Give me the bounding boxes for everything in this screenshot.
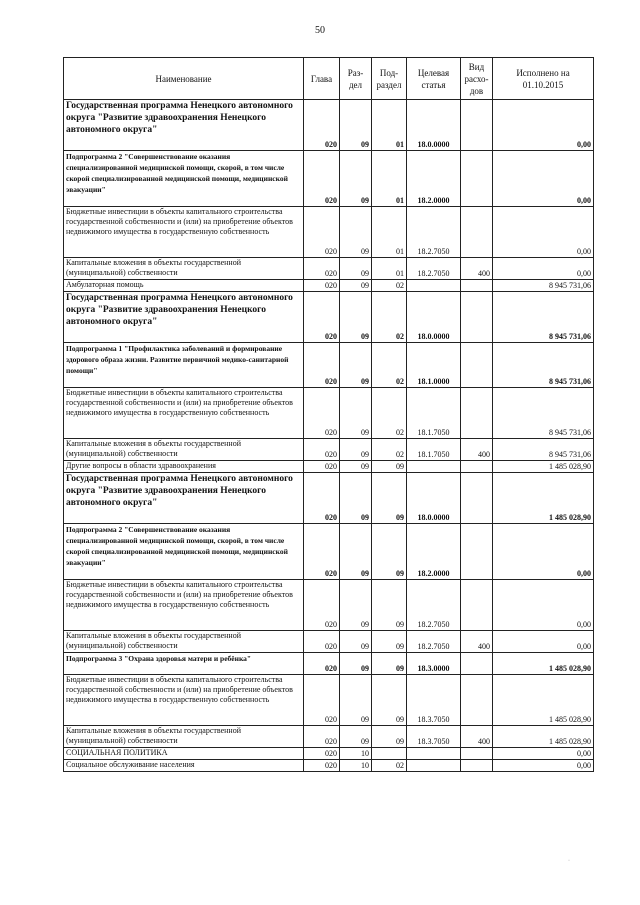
table-row [64, 292, 594, 343]
row-target: 18.2.7050 [407, 258, 461, 280]
row-target: 18.0.0000 [407, 292, 461, 343]
row-vid [461, 151, 493, 207]
row-target: 18.2.7050 [407, 207, 461, 258]
row-glava: 020 [304, 388, 340, 439]
row-name: СОЦИАЛЬНАЯ ПОЛИТИКА [64, 748, 304, 760]
row-done: 1 485 028,90 [493, 473, 594, 524]
row-done: 8 945 731,06 [493, 292, 594, 343]
row-glava: 020 [304, 580, 340, 631]
row-name: Подпрограмма 2 "Совершенствование оказания специализированной медицинской помощи, скорой, в том числе скорой специализированной медицинской помощи, медицинской эвакуации" [64, 524, 304, 580]
table-body [64, 100, 594, 772]
table-row [64, 580, 594, 631]
row-vid: 400 [461, 439, 493, 461]
table-row [64, 524, 594, 580]
row-razdel: 09 [340, 292, 372, 343]
row-name: Бюджетные инвестиции в объекты капитального строительства государственной собственности и (или) на приобретение объектов недвижимого имущества в государственную собственность [64, 580, 304, 631]
row-done: 1 485 028,90 [493, 461, 594, 473]
row-razdel: 10 [340, 760, 372, 772]
row-podrazdel: 09 [372, 473, 407, 524]
row-glava: 020 [304, 292, 340, 343]
header-glava: Глава [304, 58, 340, 100]
row-target: 18.1.7050 [407, 439, 461, 461]
table-row [64, 726, 594, 748]
row-name: Подпрограмма 3 "Охрана здоровья матери и ребёнка" [64, 653, 304, 675]
table-row [64, 280, 594, 292]
row-name: Капитальные вложения в объекты государственной (муниципальной) собственности [64, 439, 304, 461]
row-podrazdel: 09 [372, 461, 407, 473]
row-razdel: 09 [340, 473, 372, 524]
row-vid [461, 760, 493, 772]
row-done: 0,00 [493, 151, 594, 207]
row-done: 8 945 731,06 [493, 280, 594, 292]
row-done: 1 485 028,90 [493, 675, 594, 726]
row-razdel: 09 [340, 653, 372, 675]
row-vid [461, 292, 493, 343]
row-name: Амбулаторная помощь [64, 280, 304, 292]
row-glava: 020 [304, 524, 340, 580]
row-name: Капитальные вложения в объекты государственной (муниципальной) собственности [64, 258, 304, 280]
row-name: Подпрограмма 2 "Совершенствование оказания специализированной медицинской помощи, скорой, в том числе скорой специализированной медицинской помощи, медицинской эвакуации" [64, 151, 304, 207]
row-vid [461, 100, 493, 151]
table-row [64, 653, 594, 675]
row-name: Другие вопросы в области здравоохранения [64, 461, 304, 473]
row-vid: 400 [461, 631, 493, 653]
row-podrazdel: 09 [372, 580, 407, 631]
row-vid [461, 524, 493, 580]
row-vid: 400 [461, 258, 493, 280]
row-name: Государственная программа Ненецкого автономного округа "Развитие здравоохранения Ненецкого автономного округа" [64, 473, 304, 524]
row-done: 0,00 [493, 760, 594, 772]
row-razdel: 09 [340, 675, 372, 726]
row-razdel: 09 [340, 258, 372, 280]
row-podrazdel: 09 [372, 524, 407, 580]
row-razdel: 09 [340, 207, 372, 258]
row-target: 18.2.7050 [407, 631, 461, 653]
row-razdel: 09 [340, 439, 372, 461]
row-done: 0,00 [493, 580, 594, 631]
row-done: 0,00 [493, 100, 594, 151]
row-glava: 020 [304, 439, 340, 461]
footer-mark: · [568, 858, 570, 864]
row-target: 18.0.0000 [407, 100, 461, 151]
row-target: 18.0.0000 [407, 473, 461, 524]
row-podrazdel: 09 [372, 631, 407, 653]
page-number: 50 [315, 25, 325, 36]
row-vid [461, 580, 493, 631]
row-podrazdel: 02 [372, 388, 407, 439]
row-done: 0,00 [493, 631, 594, 653]
row-done: 0,00 [493, 207, 594, 258]
header-name: Наименование [64, 58, 304, 100]
row-done: 1 485 028,90 [493, 653, 594, 675]
row-name: Подпрограмма 1 "Профилактика заболеваний и формирование здорового образа жизни. Развитие первичной медико-санитарной помощи" [64, 343, 304, 388]
row-podrazdel: 09 [372, 653, 407, 675]
row-name: Государственная программа Ненецкого автономного округа "Развитие здравоохранения Ненецкого автономного округа" [64, 100, 304, 151]
row-vid [461, 461, 493, 473]
row-podrazdel: 02 [372, 760, 407, 772]
row-name: Капитальные вложения в объекты государственной (муниципальной) собственности [64, 631, 304, 653]
row-podrazdel: 02 [372, 343, 407, 388]
row-razdel: 10 [340, 748, 372, 760]
row-razdel: 09 [340, 343, 372, 388]
row-done: 8 945 731,06 [493, 343, 594, 388]
budget-table [63, 57, 594, 772]
row-glava: 020 [304, 151, 340, 207]
row-razdel: 09 [340, 461, 372, 473]
row-podrazdel: 01 [372, 258, 407, 280]
row-podrazdel: 02 [372, 439, 407, 461]
row-glava: 020 [304, 258, 340, 280]
row-name: Бюджетные инвестиции в объекты капитального строительства государственной собственности и (или) на приобретение объектов недвижимого имущества в государственную собственность [64, 675, 304, 726]
table-row [64, 258, 594, 280]
table-row [64, 388, 594, 439]
table-row [64, 439, 594, 461]
row-vid [461, 748, 493, 760]
row-done: 0,00 [493, 258, 594, 280]
header-done: Исполнено на 01.10.2015 [493, 58, 594, 100]
row-done: 8 945 731,06 [493, 439, 594, 461]
row-podrazdel: 01 [372, 207, 407, 258]
row-done: 0,00 [493, 748, 594, 760]
table-row [64, 675, 594, 726]
table-row [64, 151, 594, 207]
table-header-row [64, 58, 594, 100]
row-vid [461, 473, 493, 524]
header-vid: Вид расхо-дов [461, 58, 493, 100]
row-target: 18.1.0000 [407, 343, 461, 388]
table-row [64, 748, 594, 760]
row-glava: 020 [304, 100, 340, 151]
row-podrazdel [372, 748, 407, 760]
table-row [64, 207, 594, 258]
header-razdel: Раз-дел [340, 58, 372, 100]
row-vid [461, 653, 493, 675]
row-podrazdel: 02 [372, 280, 407, 292]
row-glava: 020 [304, 207, 340, 258]
row-target: 18.3.0000 [407, 653, 461, 675]
row-razdel: 09 [340, 280, 372, 292]
row-podrazdel: 02 [372, 292, 407, 343]
row-target: 18.3.7050 [407, 726, 461, 748]
row-target [407, 461, 461, 473]
row-glava: 020 [304, 760, 340, 772]
row-podrazdel: 09 [372, 675, 407, 726]
row-target: 18.2.0000 [407, 151, 461, 207]
table-row [64, 100, 594, 151]
row-name: Социальное обслуживание населения [64, 760, 304, 772]
table-row [64, 461, 594, 473]
row-glava: 020 [304, 748, 340, 760]
row-target [407, 748, 461, 760]
row-vid [461, 207, 493, 258]
row-name: Бюджетные инвестиции в объекты капитального строительства государственной собственности и (или) на приобретение объектов недвижимого имущества в государственную собственность [64, 207, 304, 258]
row-razdel: 09 [340, 631, 372, 653]
row-vid [461, 343, 493, 388]
row-glava: 020 [304, 675, 340, 726]
row-target: 18.1.7050 [407, 388, 461, 439]
table-row [64, 760, 594, 772]
row-razdel: 09 [340, 524, 372, 580]
row-glava: 020 [304, 653, 340, 675]
header-podrazdel: Под-раздел [372, 58, 407, 100]
row-target: 18.3.7050 [407, 675, 461, 726]
row-razdel: 09 [340, 580, 372, 631]
row-podrazdel: 01 [372, 100, 407, 151]
row-glava: 020 [304, 473, 340, 524]
row-done: 0,00 [493, 524, 594, 580]
table-row [64, 631, 594, 653]
row-glava: 020 [304, 726, 340, 748]
row-vid: 400 [461, 726, 493, 748]
row-razdel: 09 [340, 726, 372, 748]
row-name: Капитальные вложения в объекты государственной (муниципальной) собственности [64, 726, 304, 748]
row-done: 1 485 028,90 [493, 726, 594, 748]
table-row [64, 473, 594, 524]
row-razdel: 09 [340, 100, 372, 151]
table-row [64, 343, 594, 388]
row-glava: 020 [304, 280, 340, 292]
row-done: 8 945 731,06 [493, 388, 594, 439]
row-vid [461, 388, 493, 439]
row-target: 18.2.0000 [407, 524, 461, 580]
row-razdel: 09 [340, 151, 372, 207]
row-vid [461, 280, 493, 292]
row-target [407, 280, 461, 292]
row-glava: 020 [304, 343, 340, 388]
row-podrazdel: 01 [372, 151, 407, 207]
row-razdel: 09 [340, 388, 372, 439]
row-target: 18.2.7050 [407, 580, 461, 631]
row-name: Бюджетные инвестиции в объекты капитального строительства государственной собственности и (или) на приобретение объектов недвижимого имущества в государственную собственность [64, 388, 304, 439]
header-target: Целевая статья [407, 58, 461, 100]
row-podrazdel: 09 [372, 726, 407, 748]
row-glava: 020 [304, 631, 340, 653]
row-target [407, 760, 461, 772]
row-glava: 020 [304, 461, 340, 473]
row-vid [461, 675, 493, 726]
row-name: Государственная программа Ненецкого автономного округа "Развитие здравоохранения Ненецкого автономного округа" [64, 292, 304, 343]
